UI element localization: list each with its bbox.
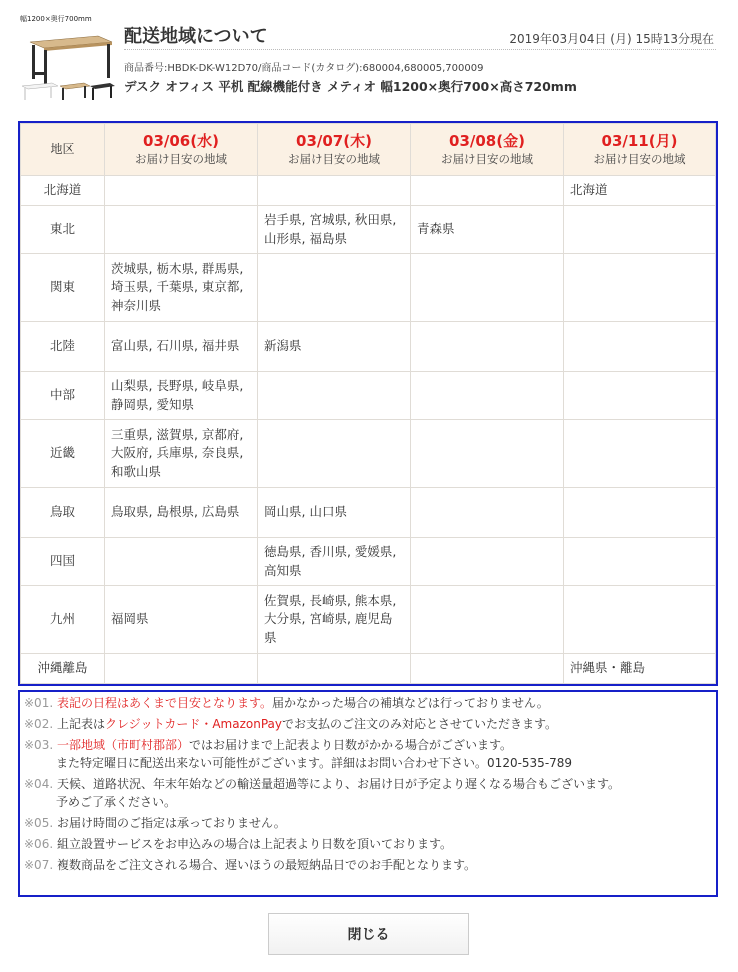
date-column-header: [411, 124, 564, 176]
area-cell: [258, 654, 411, 684]
area-cell: 福岡県: [105, 586, 258, 654]
product-name: デスク オフィス 平机 配線機能付き メティオ 幅1200×奥行700×高さ720mm: [124, 79, 577, 94]
note-06: [24, 835, 712, 853]
desk-image: [20, 14, 116, 102]
area-cell: [258, 420, 411, 488]
area-cell: [564, 538, 716, 586]
area-cell: [564, 322, 716, 372]
area-cell: [411, 420, 564, 488]
note-04: [24, 775, 712, 811]
area-cell: [105, 176, 258, 206]
area-cell: 岡山県, 山口県: [258, 488, 411, 538]
notes-box: [18, 690, 718, 897]
area-cell: [411, 488, 564, 538]
close-button[interactable]: 閉じる: [268, 913, 469, 955]
area-cell: 新潟県: [258, 322, 411, 372]
note-text: 組立設置サービスをお申込みの場合は上記表より日数を頂いております。: [56, 837, 453, 851]
area-cell: [258, 372, 411, 420]
note-text-line2: また特定曜日に配送出来ない可能性がございます。詳細はお問い合わせ下さい。0120-535-789: [56, 756, 573, 770]
area-cell: [564, 254, 716, 322]
note-05: [24, 814, 712, 832]
note-01: [24, 694, 712, 712]
note-number: ※06.: [24, 837, 54, 851]
table-row: [21, 420, 716, 488]
table-row: [21, 254, 716, 322]
area-cell: 北海道: [564, 176, 716, 206]
timestamp: 2019年03月04日 (月) 15時13分現在: [509, 32, 714, 46]
area-cell: 佐賀県, 長崎県, 熊本県, 大分県, 宮崎県, 鹿児島県: [258, 586, 411, 654]
region-cell: 四国: [21, 538, 105, 586]
table-header-row: [21, 124, 716, 176]
note-text: でお支払のご注文のみ対応とさせていただきます。: [281, 717, 558, 731]
date-column-header: [105, 124, 258, 176]
product-code: 商品番号:HBDK-DK-W12D70/商品コード(カタログ):680004,680005,700009: [124, 63, 484, 74]
region-cell: 北海道: [21, 176, 105, 206]
note-highlight: クレジットカード・AmazonPay: [104, 717, 282, 731]
area-cell: [564, 488, 716, 538]
page-header: [0, 0, 738, 110]
note-03: [24, 736, 712, 772]
area-cell: [411, 372, 564, 420]
region-cell: 近畿: [21, 420, 105, 488]
area-cell: [564, 420, 716, 488]
note-highlight: 一部地域（市町村郡部）: [56, 738, 189, 752]
area-cell: [411, 654, 564, 684]
note-number: ※03.: [24, 738, 54, 752]
note-number: ※01.: [24, 696, 54, 710]
header-divider: [124, 49, 716, 50]
area-cell: [411, 586, 564, 654]
area-cell: 富山県, 石川県, 福井県: [105, 322, 258, 372]
area-cell: 山梨県, 長野県, 岐阜県, 静岡県, 愛知県: [105, 372, 258, 420]
table-row: [21, 372, 716, 420]
date-label: 03/11(月): [601, 132, 678, 151]
region-cell: 沖縄離島: [21, 654, 105, 684]
page-title: 配送地域について: [124, 26, 268, 47]
region-cell: 鳥取: [21, 488, 105, 538]
area-cell: [105, 206, 258, 254]
table-row: [21, 322, 716, 372]
area-cell: 沖縄県・離島: [564, 654, 716, 684]
area-cell: 岩手県, 宮城県, 秋田県, 山形県, 福島県: [258, 206, 411, 254]
note-highlight: 表記の日程はあくまで目安となります。: [56, 696, 273, 710]
date-label: 03/08(金): [449, 132, 525, 151]
date-sub-label: お届け目安の地域: [593, 151, 686, 166]
note-number: ※05.: [24, 816, 54, 830]
date-column-header: [564, 124, 716, 176]
note-number: ※04.: [24, 777, 54, 791]
date-sub-label: お届け目安の地域: [135, 151, 227, 166]
date-sub-label: お届け目安の地域: [441, 151, 533, 166]
note-02: [24, 715, 712, 733]
note-text: お届け時間のご指定は承っておりません。: [56, 816, 286, 830]
note-text: 届かなかった場合の補填などは行っておりません。: [272, 696, 549, 710]
area-cell: 青森県: [411, 206, 564, 254]
product-thumbnail: [20, 14, 116, 102]
note-text: 上記表は: [56, 717, 105, 731]
note-text: ではお届けまで上記表より日数がかかる場合がございます。: [188, 738, 513, 752]
date-label: 03/06(水): [143, 132, 219, 151]
note-text-line2: 予めご了承ください。: [56, 795, 177, 809]
delivery-table-frame: [18, 121, 718, 686]
delivery-table: [20, 123, 716, 684]
date-column-header: [258, 124, 411, 176]
date-sub-label: お届け目安の地域: [288, 151, 380, 166]
area-cell: [564, 586, 716, 654]
table-row: [21, 654, 716, 684]
area-cell: [411, 538, 564, 586]
area-cell: [411, 176, 564, 206]
area-cell: [564, 206, 716, 254]
area-cell: [411, 322, 564, 372]
note-07: [24, 856, 712, 874]
table-row: [21, 176, 716, 206]
area-cell: 鳥取県, 島根県, 広島県: [105, 488, 258, 538]
note-text: 複数商品をご注文される場合、遅いほうの最短納品日でのお手配となります。: [56, 858, 477, 872]
area-cell: 茨城県, 栃木県, 群馬県, 埼玉県, 千葉県, 東京都, 神奈川県: [105, 254, 258, 322]
area-cell: [105, 538, 258, 586]
region-cell: 中部: [21, 372, 105, 420]
area-cell: [258, 176, 411, 206]
region-cell: 北陸: [21, 322, 105, 372]
area-cell: [105, 654, 258, 684]
note-number: ※07.: [24, 858, 54, 872]
thumbnail-size-label: 幅1200×奥行700mm: [20, 15, 92, 23]
area-cell: [411, 254, 564, 322]
area-cell: 徳島県, 香川県, 愛媛県, 高知県: [258, 538, 411, 586]
table-row: [21, 488, 716, 538]
area-cell: [564, 372, 716, 420]
note-number: ※02.: [24, 717, 54, 731]
note-text: 天候、道路状況、年末年始などの輸送量超過等により、お届け日が予定より遅くなる場合もございます。: [56, 777, 621, 791]
region-cell: 関東: [21, 254, 105, 322]
area-cell: [258, 254, 411, 322]
table-row: [21, 206, 716, 254]
table-row: [21, 586, 716, 654]
region-cell: 九州: [21, 586, 105, 654]
region-column-header: 地区: [21, 124, 105, 176]
date-label: 03/07(木): [296, 132, 372, 151]
region-cell: 東北: [21, 206, 105, 254]
area-cell: 三重県, 滋賀県, 京都府, 大阪府, 兵庫県, 奈良県, 和歌山県: [105, 420, 258, 488]
table-row: [21, 538, 716, 586]
